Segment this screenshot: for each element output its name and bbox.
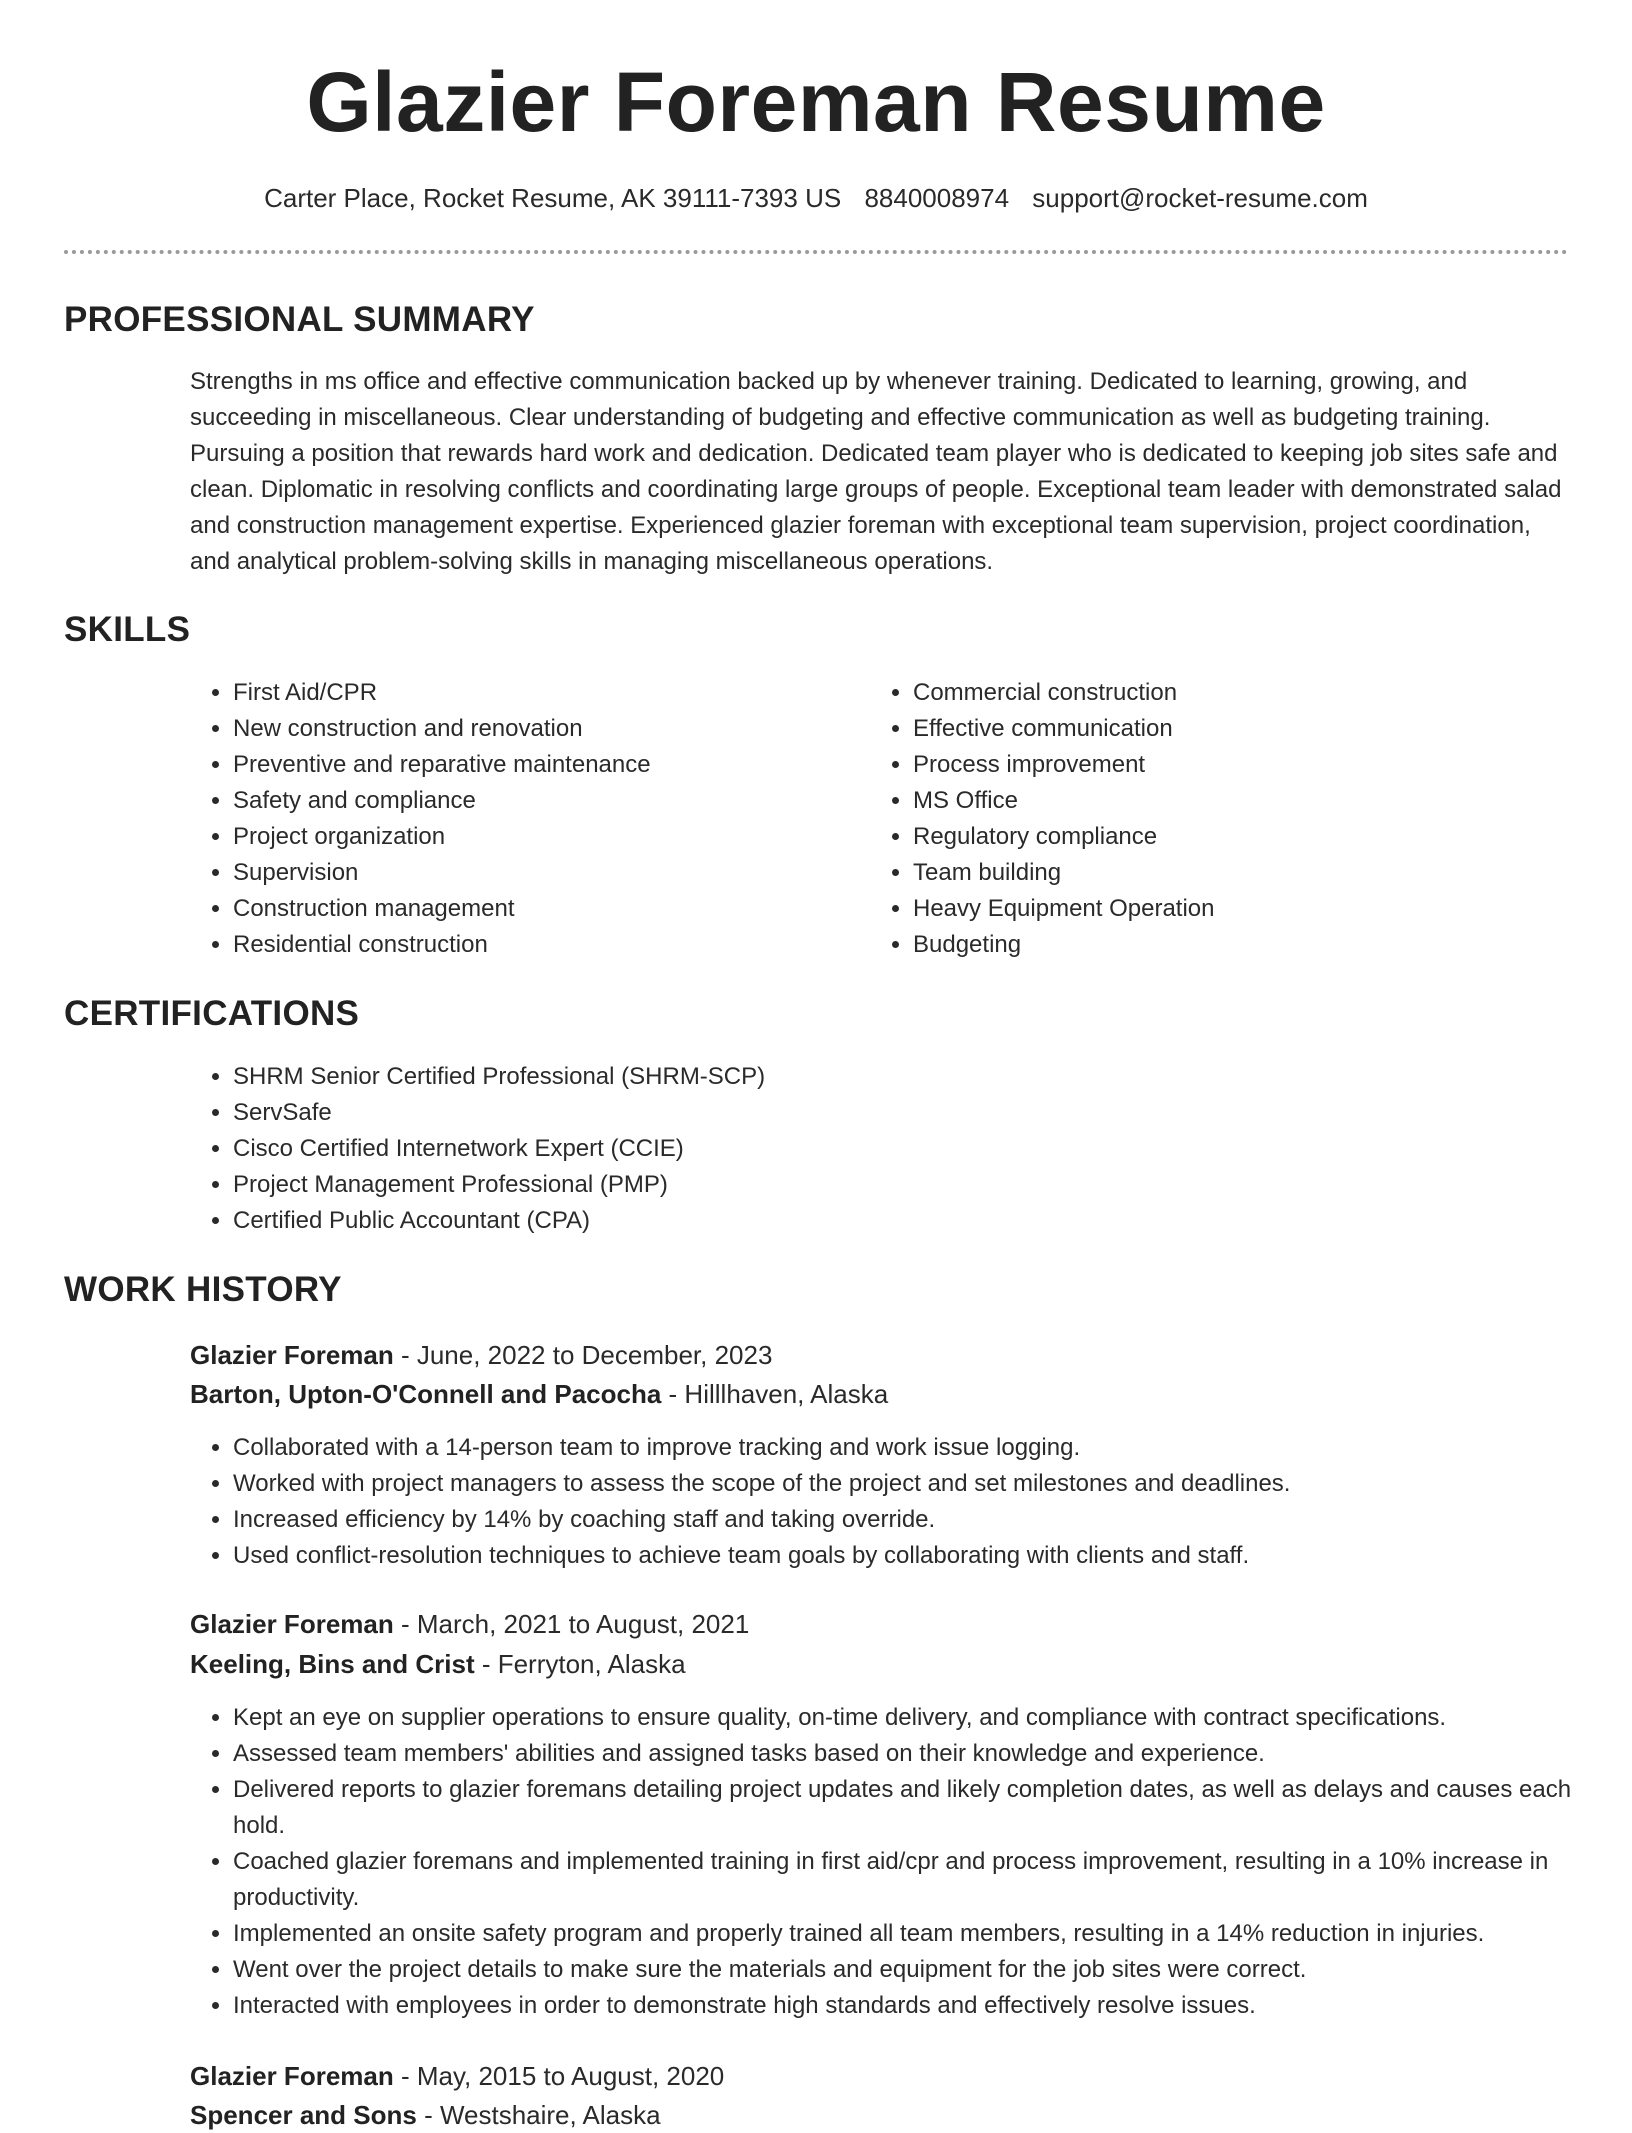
job-location: - Ferryton, Alaska [474,1649,686,1679]
resume-title: Glazier Foreman Resume [306,55,1326,149]
skills-list-left [190,675,853,963]
contact-email: support@rocket-resume.com [1032,183,1368,213]
job-company: Spencer and Sons [190,2100,417,2130]
job-bullet: • Delivered reports to glazier foremans detailing project updates and likely completion dates, as well as delays and causes each hold. [233,1772,1611,1844]
job-dates: - May, 2015 to August, 2020 [393,2061,725,2091]
job-title-line [190,1337,772,1373]
summary-text: Strengths in ms office and effective communication backed up by whenever training. Dedicated to learning, growing, and succeeding in miscellaneous. Clear understanding of budgeting and effective communication as well as budgeting training. Pursuing a position that rewards hard work and dedication. Dedicated team player who is dedicated to keeping job sites safe and clean. Diplomatic in resolving conflicts and coordinating large groups of people. Exceptional team leader with demonstrated salad and construction management expertise. Experienced glazier foreman with exceptional team supervision, project coordination, and analytical problem-solving skills in managing miscellaneous operations. [190,368,1562,575]
job-title-line [190,1606,749,1642]
job-dates: - June, 2022 to December, 2023 [393,1340,773,1370]
job-role: Glazier Foreman [190,1609,394,1639]
skill-item: • Supervision [233,855,853,891]
job-bullet: • Went over the project details to make sure the materials and equipment for the job sites were correct. [233,1952,1611,1988]
skill-item: • Team building [913,855,1533,891]
skill-item: • Commercial construction [913,675,1533,711]
job-bullet: • Increased efficiency by 14% by coaching staff and taking override. [233,1502,1611,1538]
job-bullet: • Assessed team members' abilities and assigned tasks based on their knowledge and experience. [233,1736,1611,1772]
certification-item: • Certified Public Accountant (CPA) [233,1203,1611,1239]
skill-item: • Construction management [233,891,853,927]
contact-line [0,180,1632,216]
job-title-line [190,2058,724,2094]
skill-item: • Safety and compliance [233,783,853,819]
section-title-summary: PROFESSIONAL SUMMARY [64,300,535,339]
skill-item: • First Aid/CPR [233,675,853,711]
skill-item: • Heavy Equipment Operation [913,891,1533,927]
section-title-skills: SKILLS [64,610,191,649]
certification-item: • Project Management Professional (PMP) [233,1167,1611,1203]
skills-list-right [870,675,1533,963]
certification-item: • ServSafe [233,1095,1611,1131]
section-title-certifications: CERTIFICATIONS [64,994,360,1033]
skill-item: • Project organization [233,819,853,855]
certification-item: • SHRM Senior Certified Professional (SHRM-SCP) [233,1059,1611,1095]
skill-item: • New construction and renovation [233,711,853,747]
certification-item: • Cisco Certified Internetwork Expert (CCIE) [233,1131,1611,1167]
skill-item: • Budgeting [913,927,1533,963]
skill-item: • Preventive and reparative maintenance [233,747,853,783]
job-bullet: • Kept an eye on supplier operations to ensure quality, on-time delivery, and compliance with contract specifications. [233,1700,1611,1736]
certifications-list [190,1059,1611,1239]
section-title-work-history: WORK HISTORY [64,1270,342,1309]
job-location: - Hilllhaven, Alaska [661,1379,889,1409]
contact-address: Carter Place, Rocket Resume, AK 39111-7393 US [264,183,842,213]
skill-item: • MS Office [913,783,1533,819]
job-role: Glazier Foreman [190,2061,394,2091]
job-company: Keeling, Bins and Crist [190,1649,475,1679]
job-bullet: • Collaborated with a 14-person team to improve tracking and work issue logging. [233,1430,1611,1466]
job-company-line [190,1376,888,1412]
job-company: Barton, Upton-O'Connell and Pacocha [190,1379,662,1409]
job-location: - Westshaire, Alaska [416,2100,661,2130]
job-bullets [190,1700,1611,2024]
job-role: Glazier Foreman [190,1340,394,1370]
job-bullet: • Coached glazier foremans and implemented training in first aid/cpr and process improvement, resulting in a 10% increase in productivity. [233,1844,1611,1916]
job-bullet: • Interacted with employees in order to demonstrate high standards and effectively resolve issues. [233,1988,1611,2024]
skill-item: • Residential construction [233,927,853,963]
job-bullets [190,1430,1611,1574]
job-bullet: • Implemented an onsite safety program and properly trained all team members, resulting in a 14% reduction in injuries. [233,1916,1611,1952]
job-company-line [190,1646,686,1682]
header-divider [64,250,1568,254]
contact-phone: 8840008974 [864,183,1010,213]
job-company-line [190,2097,661,2133]
skill-item: • Regulatory compliance [913,819,1533,855]
job-bullet: • Used conflict-resolution techniques to achieve team goals by collaborating with clients and staff. [233,1538,1611,1574]
job-dates: - March, 2021 to August, 2021 [393,1609,750,1639]
skill-item: • Process improvement [913,747,1533,783]
job-bullet: • Worked with project managers to assess the scope of the project and set milestones and deadlines. [233,1466,1611,1502]
skill-item: • Effective communication [913,711,1533,747]
